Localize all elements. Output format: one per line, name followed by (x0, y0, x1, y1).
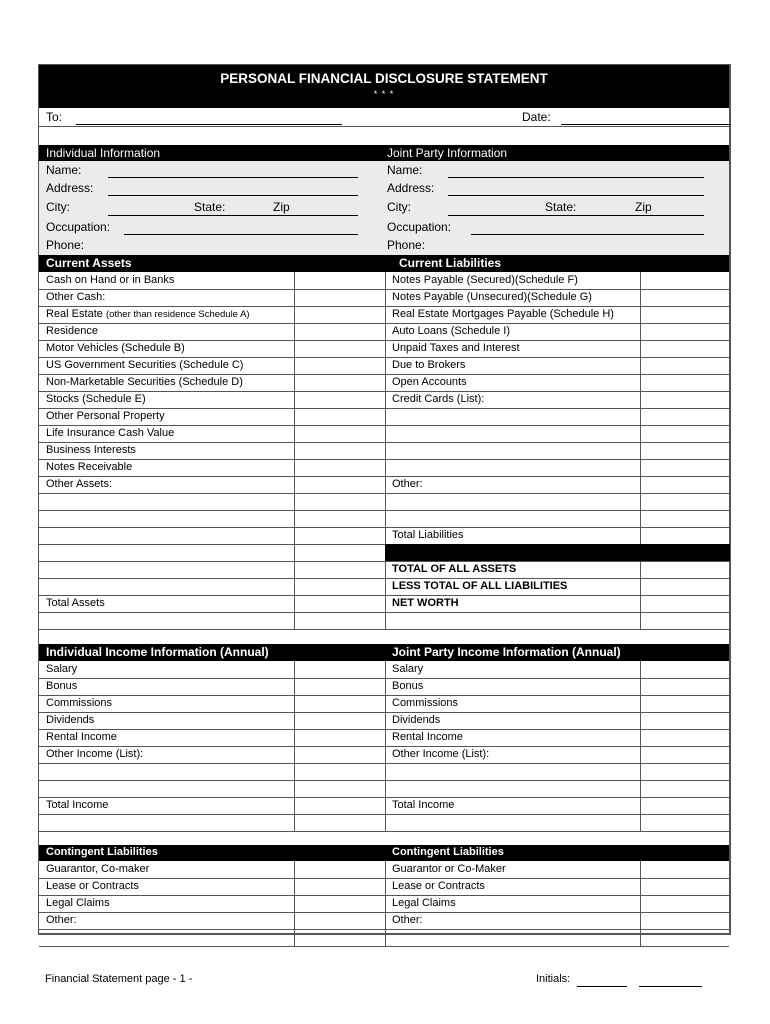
row-divider (39, 357, 729, 358)
assets-amount-cell[interactable] (295, 357, 384, 374)
joint_income-row-label: Bonus (392, 680, 424, 692)
individual-zip-label: Zip (273, 200, 290, 214)
joint_income-amount-cell[interactable] (641, 661, 730, 678)
ind_income-amount-cell[interactable] (295, 797, 384, 814)
contingent_right-row-label: Guarantor or Co-Maker (392, 863, 506, 875)
ind_income-amount-cell[interactable] (295, 746, 384, 763)
liabilities-amount-cell[interactable] (641, 578, 730, 595)
row-divider (39, 374, 729, 375)
column-divider (294, 861, 295, 946)
row-divider (39, 442, 729, 443)
contingent_left-amount-cell[interactable] (295, 895, 384, 912)
footer-initials-label: Initials: (536, 973, 571, 985)
individual-occupation-label: Occupation: (46, 220, 111, 234)
row-divider (39, 678, 729, 679)
liabilities-amount-cell[interactable] (641, 510, 730, 527)
individual-information-heading: Individual Information (46, 146, 161, 160)
assets-amount-cell[interactable] (295, 391, 384, 408)
joint_income-amount-cell[interactable] (641, 695, 730, 712)
individual-address-field[interactable] (108, 195, 358, 196)
contingent_left-row-label: Other: (46, 914, 77, 926)
row-divider (39, 878, 729, 879)
to-field[interactable] (76, 124, 342, 125)
assets-row-label: Stocks (Schedule E) (46, 393, 146, 405)
column-divider (640, 861, 641, 946)
joint-city-field[interactable] (448, 215, 704, 216)
row-divider (39, 695, 729, 696)
row-divider (39, 780, 729, 781)
title-stars: * * * (373, 89, 395, 99)
individual-name-field[interactable] (108, 177, 358, 178)
joint-information-heading: Joint Party Information (387, 146, 508, 160)
divider (39, 126, 729, 127)
row-divider (39, 746, 729, 747)
row-divider (39, 323, 729, 324)
liabilities-row-label: Real Estate Mortgages Payable (Schedule H) (392, 308, 614, 320)
to-date-row (39, 108, 729, 126)
liabilities-amount-cell[interactable] (641, 442, 730, 459)
liabilities-amount-cell[interactable] (641, 272, 730, 289)
joint_income-row-label: Rental Income (392, 731, 463, 743)
assets-row-label: Life Insurance Cash Value (46, 427, 175, 439)
assets-amount-cell[interactable] (295, 510, 384, 527)
ind_income-header-bar (39, 644, 729, 661)
ind_income-row-label: Total Income (46, 799, 109, 811)
assets-amount-cell[interactable] (295, 340, 384, 357)
row-divider (39, 629, 729, 630)
assets-row-label: Notes Receivable (46, 461, 133, 473)
joint-occupation-label: Occupation: (387, 220, 452, 234)
to-label: To: (46, 110, 63, 124)
row-divider (39, 797, 729, 798)
ind_income-amount-cell[interactable] (295, 678, 384, 695)
row-divider (39, 476, 729, 477)
assets-amount-cell[interactable] (295, 459, 384, 476)
row-divider (39, 527, 729, 528)
date-label: Date: (522, 110, 551, 124)
liabilities-heading: Current Liabilities (399, 256, 502, 270)
column-divider (385, 272, 386, 629)
footer-page-label: Financial Statement page - 1 - (45, 973, 193, 985)
liabilities-amount-cell[interactable] (641, 527, 730, 544)
contingent_left-row-label: Lease or Contracts (46, 880, 139, 892)
liabilities-amount-cell[interactable] (641, 476, 730, 493)
initials-field-2[interactable] (639, 986, 702, 987)
row-divider (39, 929, 729, 930)
row-divider (39, 408, 729, 409)
joint-name-label: Name: (387, 163, 423, 177)
liabilities-amount-cell[interactable] (641, 493, 730, 510)
title-bar (39, 65, 729, 108)
joint-city-label: City: (387, 200, 411, 214)
assets-heading: Current Assets (46, 256, 132, 270)
assets-amount-cell[interactable] (295, 323, 384, 340)
liabilities-amount-cell[interactable] (641, 289, 730, 306)
individual-city-field[interactable] (108, 215, 358, 216)
individual-occupation-field[interactable] (124, 234, 358, 235)
ind_income-amount-cell[interactable] (295, 814, 384, 831)
ind_income-row-label: Other Income (List): (46, 748, 144, 760)
liabilities-row-label: Other: (392, 478, 423, 490)
joint_income-row-label: Other Income (List): (392, 748, 490, 760)
assets-amount-cell[interactable] (295, 408, 384, 425)
row-divider (39, 612, 729, 613)
joint_income-amount-cell[interactable] (641, 763, 730, 780)
assets-amount-cell[interactable] (295, 374, 384, 391)
assets-amount-cell[interactable] (295, 442, 384, 459)
real-estate-label: Real Estate (46, 308, 103, 320)
assets-row-label: US Government Securities (Schedule C) (46, 359, 244, 371)
contingent_right-row-label: Legal Claims (392, 897, 456, 909)
initials-field-1[interactable] (577, 986, 627, 987)
row-divider (39, 425, 729, 426)
contingent_right-row-label: Other: (392, 914, 423, 926)
assets-row-label: Total Assets (46, 597, 105, 609)
column-divider (640, 272, 641, 629)
column-divider (385, 861, 386, 946)
contingent_left-amount-cell[interactable] (295, 929, 384, 946)
assets-amount-cell[interactable] (295, 289, 384, 306)
joint_income-row-label: Total Income (392, 799, 455, 811)
row-divider (39, 729, 729, 730)
ind_income-amount-cell[interactable] (295, 729, 384, 746)
contingent_right-row-label: Lease or Contracts (392, 880, 485, 892)
individual-state-label: State: (194, 200, 226, 214)
assets-row-label: Non-Marketable Securities (Schedule D) (46, 376, 243, 388)
joint_income-amount-cell[interactable] (641, 814, 730, 831)
row-divider (39, 814, 729, 815)
contingent_left-row-label: Legal Claims (46, 897, 110, 909)
ind_income-row-label: Commissions (46, 697, 113, 709)
joint_income-amount-cell[interactable] (641, 746, 730, 763)
assets-row-label: Motor Vehicles (Schedule B) (46, 342, 185, 354)
contingent_right-amount-cell[interactable] (641, 895, 730, 912)
joint-zip-label: Zip (635, 200, 652, 214)
liabilities-amount-cell[interactable] (641, 425, 730, 442)
ind_income-heading: Individual Income Information (Annual) (46, 645, 269, 659)
assets-amount-cell[interactable] (295, 272, 384, 289)
assets-row-label: Other Assets: (46, 478, 113, 490)
row-divider (39, 578, 729, 579)
date-field[interactable] (561, 124, 731, 125)
row-divider (39, 459, 729, 460)
contingent_left-row-label: Guarantor, Co-maker (46, 863, 150, 875)
row-divider (39, 912, 729, 913)
assets-amount-cell[interactable] (295, 595, 384, 612)
contingent_right-amount-cell[interactable] (641, 929, 730, 946)
ind_income-row-label: Bonus (46, 680, 78, 692)
liabilities-row-label: TOTAL OF ALL ASSETS (392, 563, 517, 575)
ind_income-amount-cell[interactable] (295, 712, 384, 729)
liabilities-separator-bar (385, 544, 730, 561)
liabilities-amount-cell[interactable] (641, 323, 730, 340)
liabilities-amount-cell[interactable] (641, 459, 730, 476)
joint-phone-label: Phone: (387, 238, 426, 252)
assets-row-label: Other Personal Property (46, 410, 165, 422)
contingent_left-amount-cell[interactable] (295, 912, 384, 929)
assets-amount-cell[interactable] (295, 527, 384, 544)
assets-row-label: Residence (46, 325, 98, 337)
assets-row-label: Other Cash: (46, 291, 106, 303)
joint_income-row-label: Dividends (392, 714, 441, 726)
assets-amount-cell[interactable] (295, 544, 384, 561)
liabilities-amount-cell[interactable] (641, 306, 730, 323)
liabilities-row-label: Unpaid Taxes and Interest (392, 342, 520, 354)
individual-name-label: Name: (46, 163, 82, 177)
joint_income-amount-cell[interactable] (641, 797, 730, 814)
joint_income-heading: Joint Party Income Information (Annual) (392, 645, 621, 659)
row-divider (39, 391, 729, 392)
row-divider (39, 510, 729, 511)
assets-row-label: Business Interests (46, 444, 136, 456)
ind_income-row-label: Dividends (46, 714, 95, 726)
individual-address-label: Address: (46, 181, 94, 195)
joint_income-amount-cell[interactable] (641, 678, 730, 695)
individual-phone-label: Phone: (46, 238, 85, 252)
liabilities-amount-cell[interactable] (641, 612, 730, 629)
party-information-section (39, 145, 729, 255)
assets-amount-cell[interactable] (295, 425, 384, 442)
form-title: PERSONAL FINANCIAL DISCLOSURE STATEMENT (220, 71, 548, 86)
joint_income-row-label: Commissions (392, 697, 459, 709)
assets-row-label: Cash on Hand or in Banks (46, 274, 175, 286)
contingent_left-heading: Contingent Liabilities (46, 846, 158, 858)
row-divider (39, 763, 729, 764)
liabilities-amount-cell[interactable] (641, 408, 730, 425)
individual-city-label: City: (46, 200, 70, 214)
row-divider (39, 340, 729, 341)
liabilities-amount-cell[interactable] (641, 374, 730, 391)
row-divider (39, 289, 729, 290)
liabilities-row-label: Credit Cards (List): (392, 393, 485, 405)
assets-amount-cell[interactable] (295, 612, 384, 629)
joint_income-row-label: Salary (392, 663, 424, 675)
row-divider (39, 595, 729, 596)
joint_income-amount-cell[interactable] (641, 780, 730, 797)
liabilities-row-label: Due to Brokers (392, 359, 466, 371)
row-divider (39, 493, 729, 494)
contingent_right-heading: Contingent Liabilities (392, 846, 504, 858)
liabilities-amount-cell[interactable] (641, 357, 730, 374)
contingent_right-amount-cell[interactable] (641, 878, 730, 895)
liabilities-amount-cell[interactable] (641, 391, 730, 408)
ind_income-amount-cell[interactable] (295, 763, 384, 780)
joint-occupation-field[interactable] (471, 234, 704, 235)
assets-row-label (46, 308, 250, 320)
liabilities-row-label: NET WORTH (392, 597, 459, 609)
liabilities-row-label: Open Accounts (392, 376, 467, 388)
liabilities-row-label: Auto Loans (Schedule I) (392, 325, 511, 337)
joint_income-amount-cell[interactable] (641, 712, 730, 729)
contingent_left-header-bar (39, 845, 729, 861)
column-divider (640, 661, 641, 831)
row-divider (39, 895, 729, 896)
liabilities-row-label: Total Liabilities (392, 529, 464, 541)
liabilities-row-label: LESS TOTAL OF ALL LIABILITIES (392, 580, 568, 592)
column-divider (294, 272, 295, 629)
liabilities-row-label: Notes Payable (Secured)(Schedule F) (392, 274, 578, 286)
assets-header-bar (39, 255, 729, 272)
ind_income-row-label: Salary (46, 663, 78, 675)
real-estate-note: (other than residence Schedule A) (105, 309, 250, 320)
ind_income-row-label: Rental Income (46, 731, 117, 743)
ind_income-amount-cell[interactable] (295, 661, 384, 678)
financial-statement-form (38, 64, 731, 935)
column-divider (385, 661, 386, 831)
information-header-bar (39, 145, 729, 161)
liabilities-amount-cell[interactable] (641, 561, 730, 578)
row-divider (39, 946, 729, 947)
ind_income-amount-cell[interactable] (295, 780, 384, 797)
ind_income-amount-cell[interactable] (295, 695, 384, 712)
joint-address-field[interactable] (448, 195, 704, 196)
contingent_right-amount-cell[interactable] (641, 861, 730, 878)
row-divider (39, 712, 729, 713)
assets-amount-cell[interactable] (295, 306, 384, 323)
joint-state-label: State: (545, 200, 577, 214)
contingent_left-amount-cell[interactable] (295, 861, 384, 878)
row-divider (39, 306, 729, 307)
assets-amount-cell[interactable] (295, 578, 384, 595)
row-divider (39, 831, 729, 832)
liabilities-amount-cell[interactable] (641, 595, 730, 612)
contingent_left-amount-cell[interactable] (295, 878, 384, 895)
contingent_right-amount-cell[interactable] (641, 912, 730, 929)
assets-amount-cell[interactable] (295, 476, 384, 493)
joint-name-field[interactable] (448, 177, 704, 178)
column-divider (294, 661, 295, 831)
assets-amount-cell[interactable] (295, 561, 384, 578)
joint-address-label: Address: (387, 181, 435, 195)
liabilities-amount-cell[interactable] (641, 340, 730, 357)
assets-amount-cell[interactable] (295, 493, 384, 510)
liabilities-row-label: Notes Payable (Unsecured)(Schedule G) (392, 291, 592, 303)
row-divider (39, 561, 729, 562)
joint_income-amount-cell[interactable] (641, 729, 730, 746)
